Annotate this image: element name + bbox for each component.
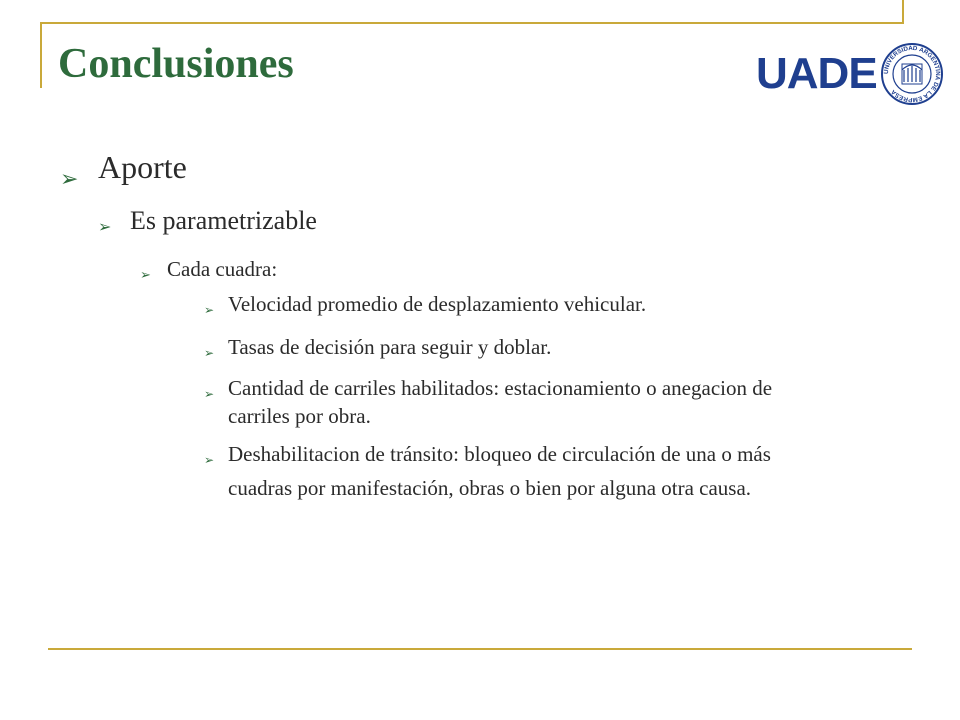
bullet-aporte: Aporte [98, 149, 187, 185]
university-seal-icon [880, 42, 944, 106]
level4-bullet-icon: ➢ [204, 303, 215, 317]
bullet-es-parametrizable: Es parametrizable [130, 206, 317, 235]
right-border-line [902, 0, 904, 24]
bottom-border-line [48, 648, 912, 650]
bullet-deshabilitacion-line2: cuadras por manifestación, obras o bien por alguna otra causa. [228, 476, 752, 500]
bullet-velocidad: Velocidad promedio de desplazamiento vehicular. [228, 292, 647, 316]
level4-bullet-icon: ➢ [204, 453, 215, 467]
bullet-tasas: Tasas de decisión para seguir y doblar. [228, 335, 552, 359]
seal-ring-text: UNIVERSIDAD ARGENTINA DE LA EMPRESA [882, 44, 942, 104]
logo-wordmark: UADE [756, 49, 877, 98]
level3-bullet-icon: ➢ [140, 267, 151, 282]
bullet-carriles-line1: Cantidad de carriles habilitados: estacionamiento o anegacion de [228, 376, 773, 400]
bullet-cada-cuadra: Cada cuadra: [167, 257, 278, 281]
left-border-line [40, 22, 42, 88]
slide-title: Conclusiones [58, 41, 294, 87]
level4-bullet-icon: ➢ [204, 387, 215, 401]
uade-logo [756, 42, 946, 114]
level2-bullet-icon: ➢ [98, 219, 112, 236]
level1-bullet-icon: ➢ [60, 166, 79, 191]
top-border-line [40, 22, 904, 24]
bullet-carriles-line2: carriles por obra. [228, 404, 371, 428]
bullet-deshabilitacion-line1: Deshabilitacion de tránsito: bloqueo de circulación de una o más [228, 442, 771, 466]
level4-bullet-icon: ➢ [204, 346, 215, 360]
